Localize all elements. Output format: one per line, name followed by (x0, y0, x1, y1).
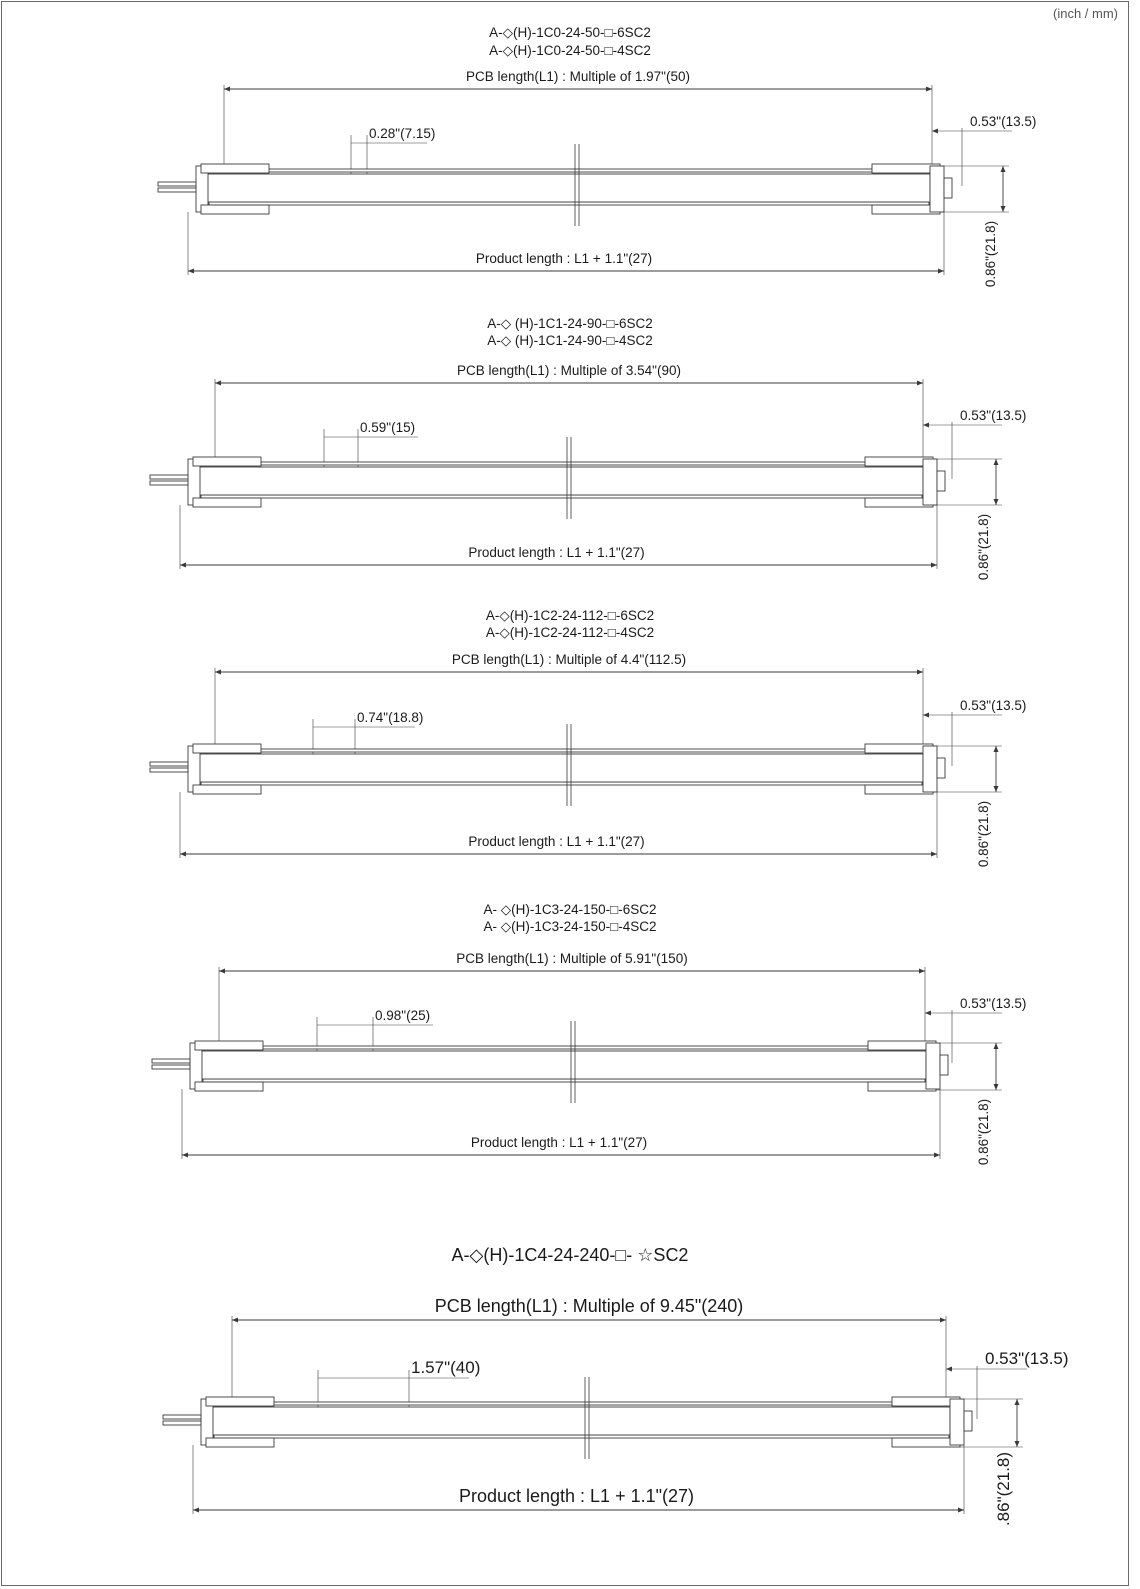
model-number-label: A-◇(H)-1C2-24-112-□-4SC2 (485, 625, 655, 640)
arrowhead (925, 1011, 931, 1016)
pcb-channel (200, 1051, 926, 1079)
model-number-label: A-◇(H)-1C0-24-50-□-6SC2 (489, 25, 651, 40)
left-clip-top (193, 744, 261, 753)
wire-lead (152, 1065, 190, 1069)
model-number-label: A-◇(H)-1C0-24-50-□-4SC2 (489, 43, 651, 58)
pitch-label: 1.57"(40) (411, 1358, 481, 1377)
pcb-length-label: PCB length(L1) : Multiple of 5.91"(150) (456, 951, 688, 966)
left-clip-top (193, 457, 261, 466)
diagram-3 (150, 608, 1026, 867)
height-label: 0.86"(21.8) (976, 513, 991, 581)
diagram-4 (152, 902, 1026, 1165)
arrowhead (917, 670, 923, 675)
product-length-label: Product length : L1 + 1.1"(27) (468, 834, 645, 849)
diagram-1 (158, 25, 1036, 287)
model-number-label: A-◇(H)-1C2-24-112-□-6SC2 (485, 608, 655, 623)
top-rail (203, 1046, 925, 1049)
arrowhead (923, 423, 929, 428)
bottom-rail (201, 495, 922, 498)
arrowhead (946, 1367, 952, 1372)
right-connector (937, 471, 945, 491)
top-rail (201, 749, 922, 752)
right-connector (940, 1055, 948, 1075)
arrowhead (923, 713, 929, 718)
arrowhead (940, 1318, 946, 1323)
arrowhead (219, 969, 225, 974)
wire-lead (163, 1415, 201, 1419)
arrowhead (919, 969, 925, 974)
left-clip-top (201, 164, 269, 173)
left-clip-bottom (195, 1082, 263, 1091)
arrowhead (224, 87, 230, 92)
arrowhead (934, 1153, 940, 1158)
top-rail (201, 462, 922, 465)
arrowhead (932, 129, 938, 134)
pcb-channel (206, 174, 930, 202)
right-end-cap (930, 166, 944, 212)
wire-lead (158, 188, 196, 192)
arrowhead (926, 87, 932, 92)
arrowhead (917, 381, 923, 386)
right-connector (964, 1411, 972, 1431)
arrowhead (931, 852, 937, 857)
product-length-label: Product length : L1 + 1.1"(27) (468, 545, 645, 560)
right-end-cap (950, 1399, 964, 1445)
diagram-2 (150, 316, 1026, 580)
model-number-label: A-◇ (H)-1C1-24-90-□-6SC2 (487, 316, 653, 331)
arrowhead (193, 1508, 199, 1513)
arrowhead (180, 563, 186, 568)
arrowhead (182, 1153, 188, 1158)
left-clip-bottom (201, 205, 269, 214)
product-length-label: Product length : L1 + 1.1"(27) (470, 1135, 648, 1150)
wire-lead (158, 182, 196, 186)
end-offset-label: 0.53"(13.5) (970, 114, 1037, 129)
pcb-length-label: PCB length(L1) : Multiple of 4.4"(112.5) (451, 652, 687, 667)
end-offset-label: 0.53"(13.5) (985, 1349, 1069, 1368)
diagram-5 (163, 1245, 1069, 1526)
pcb-channel (198, 754, 923, 782)
arrowhead (188, 269, 194, 274)
arrowhead (1015, 1399, 1020, 1405)
left-clip-top (195, 1041, 263, 1050)
end-offset-label: 0.53"(13.5) (960, 698, 1027, 713)
arrowhead (994, 746, 999, 752)
right-end-cap (923, 459, 937, 505)
end-offset-label: 0.53"(13.5) (960, 996, 1027, 1011)
pitch-label: 0.98"(25) (375, 1008, 431, 1023)
product-length-label: Product length : L1 + 1.1"(27) (475, 251, 653, 266)
wire-lead (150, 481, 188, 485)
pitch-label: 0.74"(18.8) (357, 710, 424, 725)
arrowhead (1015, 1441, 1020, 1447)
wire-lead (150, 768, 188, 772)
arrowhead (180, 852, 186, 857)
arrowhead (938, 269, 944, 274)
model-number-label: A- ◇(H)-1C3-24-150-□-6SC2 (483, 902, 657, 917)
model-number-label: A- ◇(H)-1C3-24-150-□-4SC2 (483, 919, 657, 934)
pcb-length-label: PCB length(L1) : Multiple of 1.97"(50) (466, 69, 690, 84)
pitch-label: 0.28"(7.15) (369, 126, 436, 141)
arrowhead (232, 1318, 238, 1323)
wire-lead (152, 1059, 190, 1063)
arrowhead (1001, 206, 1006, 212)
right-connector (937, 758, 945, 778)
arrowhead (958, 1508, 964, 1513)
arrowhead (994, 459, 999, 465)
wire-lead (150, 475, 188, 479)
pcb-length-label: PCB length(L1) : Multiple of 9.45"(240) (434, 1296, 744, 1316)
wire-lead (150, 762, 188, 766)
left-clip-bottom (193, 785, 261, 794)
units-label: (inch / mm) (1053, 6, 1118, 21)
top-rail (209, 169, 929, 172)
left-clip-top (206, 1397, 274, 1406)
right-end-cap (923, 746, 937, 792)
height-label: 0.86"(21.8) (983, 220, 998, 288)
height-label: 0.86"(21.8) (976, 1098, 991, 1166)
arrowhead (931, 563, 937, 568)
right-connector (944, 178, 952, 198)
product-length-label: Product length : L1 + 1.1"(27) (458, 1486, 695, 1506)
pcb-channel (211, 1407, 950, 1435)
arrowhead (994, 786, 999, 792)
wire-lead (163, 1421, 201, 1425)
arrowhead (994, 1084, 999, 1090)
model-number-label: A-◇(H)-1C4-24-240-□- ☆SC2 (451, 1245, 689, 1265)
right-end-cap (926, 1043, 940, 1089)
bottom-rail (201, 782, 922, 785)
end-offset-label: 0.53"(13.5) (960, 408, 1027, 423)
arrowhead (1001, 166, 1006, 172)
arrowhead (215, 670, 221, 675)
height-label: .86"(21.8) (994, 1451, 1013, 1527)
arrowhead (994, 1043, 999, 1049)
left-clip-bottom (193, 498, 261, 507)
arrowhead (215, 381, 221, 386)
pitch-label: 0.59"(15) (360, 420, 416, 435)
arrowhead (994, 499, 999, 505)
model-number-label: A-◇ (H)-1C1-24-90-□-4SC2 (487, 333, 653, 348)
pcb-channel (198, 467, 923, 495)
top-rail (214, 1402, 949, 1405)
height-label: 0.86"(21.8) (976, 800, 991, 868)
pcb-length-label: PCB length(L1) : Multiple of 3.54"(90) (457, 363, 681, 378)
left-clip-bottom (206, 1438, 274, 1447)
